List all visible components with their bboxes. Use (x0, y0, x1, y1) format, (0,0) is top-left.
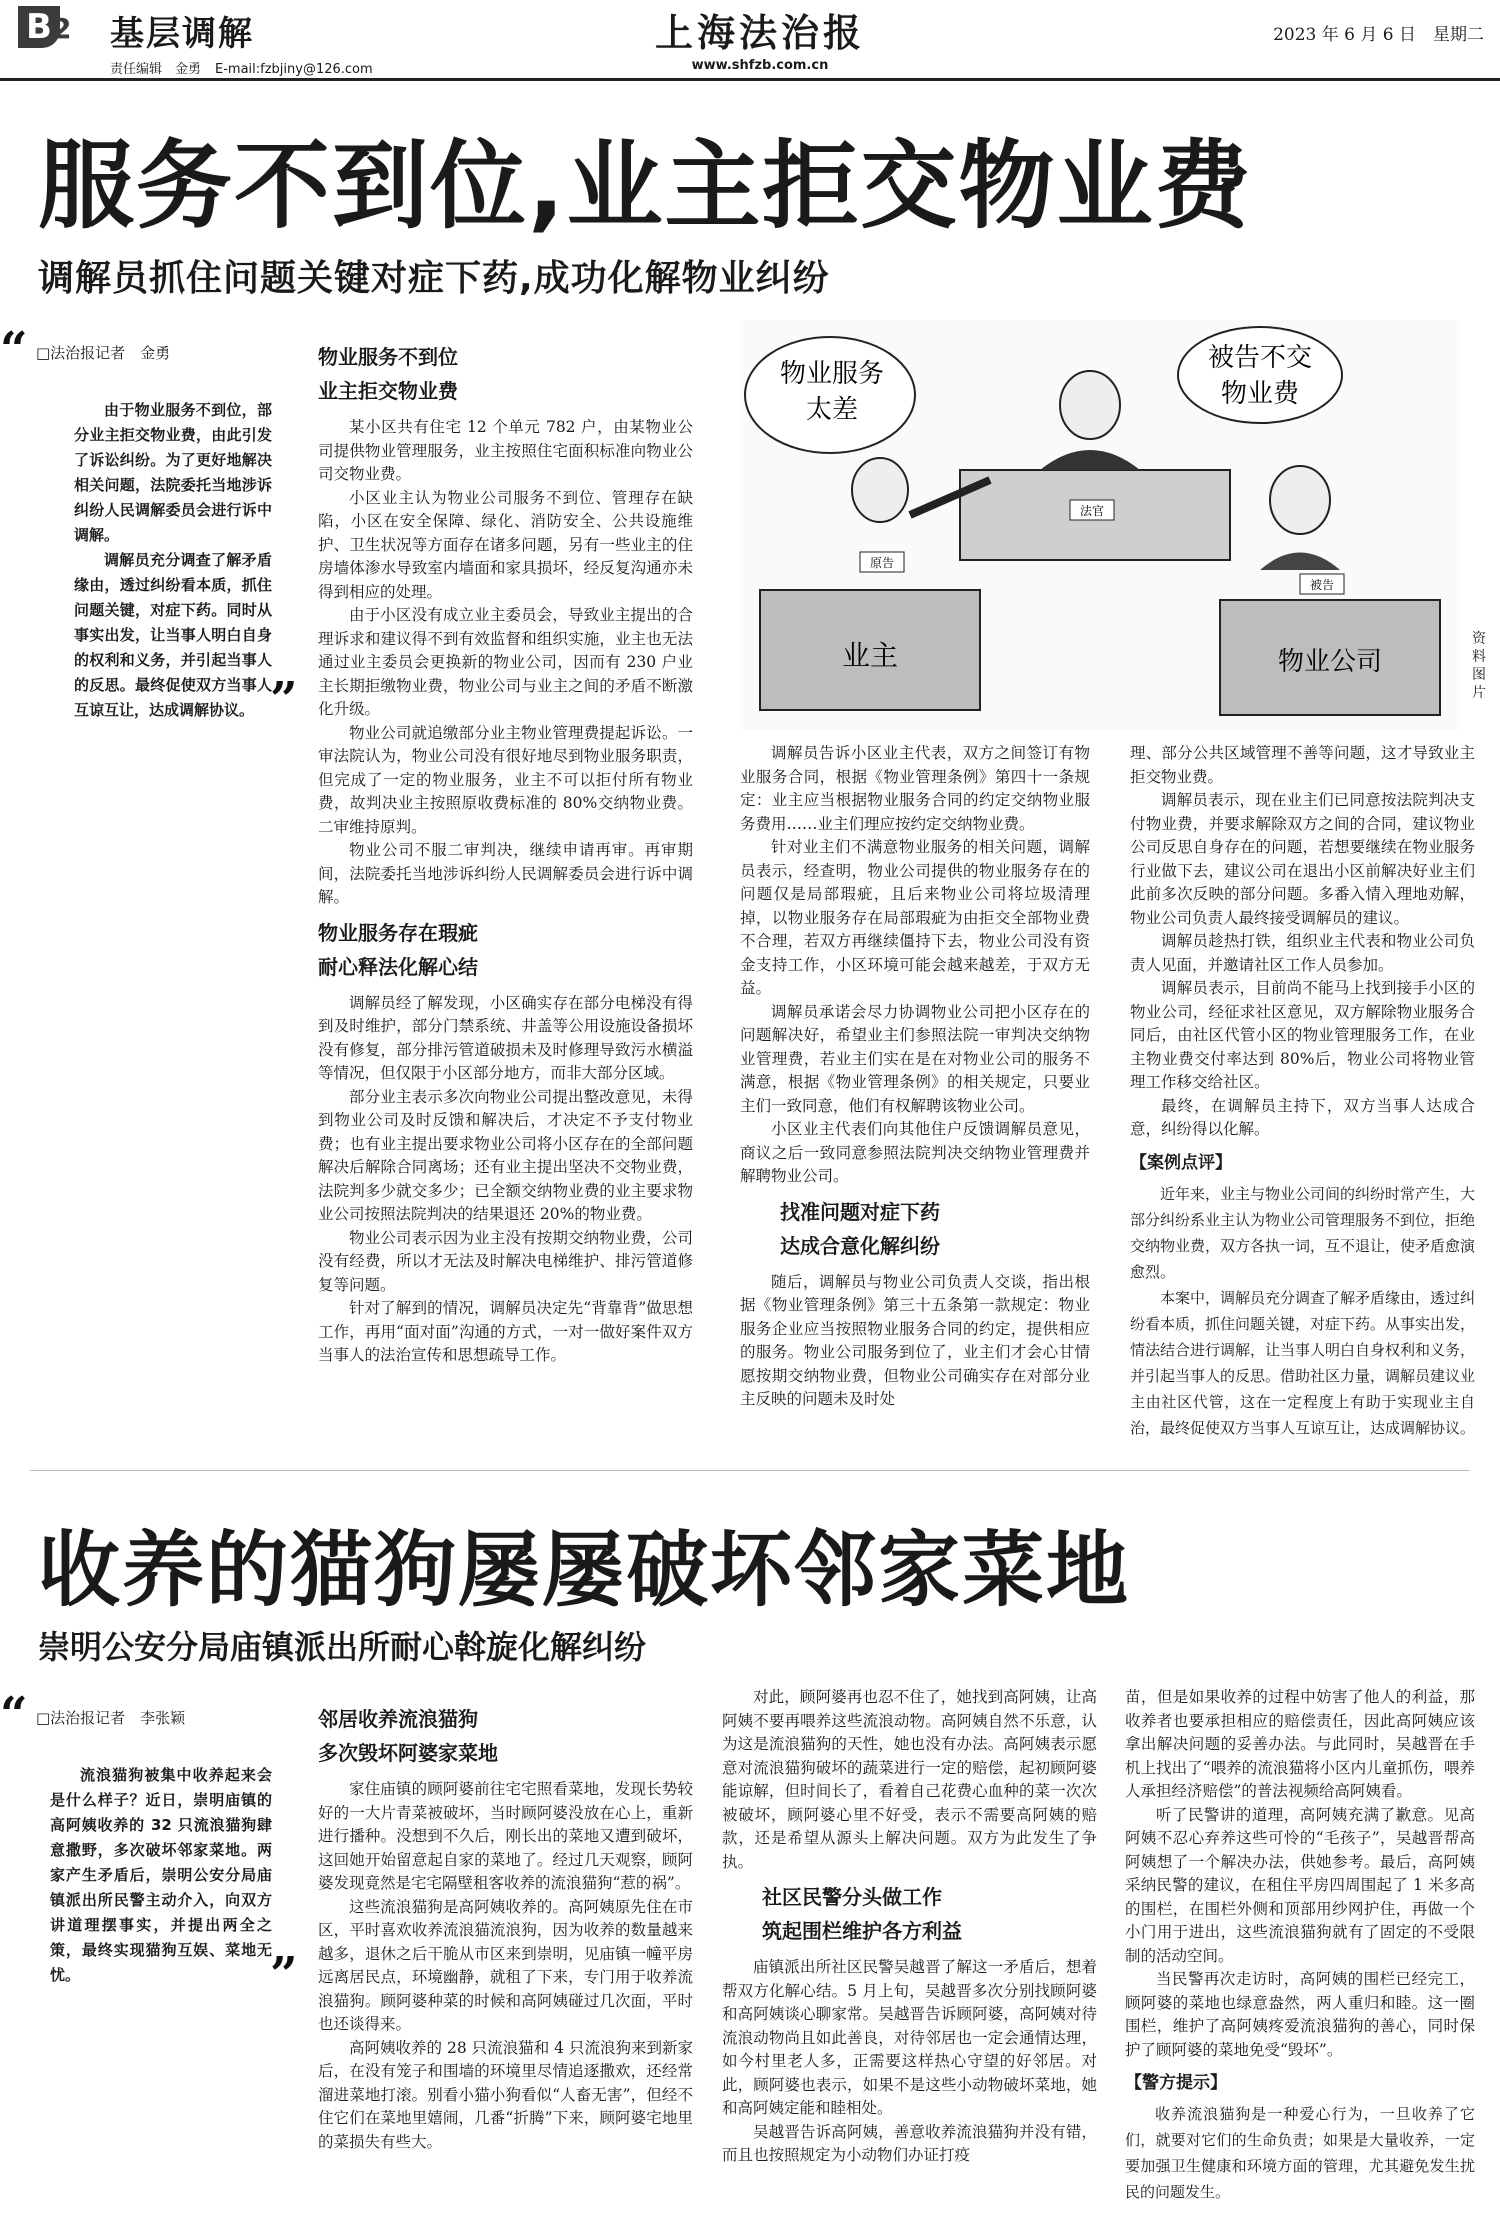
editor-line (110, 58, 373, 77)
article2-reporter: □法治报记者 李张颖 (36, 1709, 186, 1727)
paragraph: 这些流浪猫狗是高阿姨收养的。高阿姨原先住在市区，平时喜欢收养流浪猫流浪狗，因为收养的数量越来越多，退休之后干脆从市区来到崇明，见庙镇一幢平房远离居民点，环境幽静，就租了下来，专门用于收养流浪猫狗。顾阿婆种菜的时候和高阿姨碰过几次面，平时也还谈得来。 (318, 1897, 693, 2033)
article2-subheadline: 崇明公安分局庙镇派出所耐心斡旋化解纠纷 (38, 1628, 647, 1666)
paragraph: 部分业主表示多次向物业公司提出整改意见，未得到物业公司及时反馈和解决后，才决定不予支付物业费；也有业主提出要求物业公司将小区存在的全部问题解决后解除合同离场；还有业主提出坚决不交物业费，法院判多少就交多少；已全额交纳物业费的业主要求物业公司按照法院判决的结果退还 20%的物业费。 (318, 1087, 693, 1223)
paragraph: 物业公司表示因为业主没有按期交纳物业费，公司没有经费，所以才无法及时解决电梯维护、排污管道修复等问题。 (318, 1228, 693, 1294)
plate-plaintiff: 原告 (869, 556, 895, 570)
paragraph: 吴越晋告诉高阿姨，善意收养流浪猫狗并没有错，而且也按照规定为小动物们办证打疫 (722, 2122, 1097, 2164)
page-badge-letter: B (18, 6, 60, 48)
paragraph: 小区业主认为物业公司服务不到位、管理存在缺陷，小区在安全保障、绿化、消防安全、公共设施维护、卫生状况等方面存在诸多问题，另有一些业主的住房墙体渗水导致室内墙面和家具损坏，经反复沟通亦未得到相应的处理。 (318, 488, 693, 601)
section-title: 基层调解 (110, 14, 254, 54)
desk-label-company: 物业公司 (1277, 647, 1383, 677)
masthead-logo: 上海法治报 (654, 10, 865, 55)
article1-column-2 (740, 742, 1090, 1412)
tip-title: 【警方提示】 (1125, 2073, 1227, 2093)
article2-column-3 (1125, 1686, 1475, 2205)
paragraph: 物业公司就追缴部分业主物业管理费提起诉讼。一审法院认为，物业公司没有很好地尽到物业服务职责，但完成了一定的物业服务，业主不可以拒付所有物业费，故判决业主按照原收费标准的 80%交纳物业费。二审维持原判。 (318, 723, 693, 836)
article1-lead-p2: 调解员充分调查了解矛盾缘由，透过纠纷看本质，抓住问题关键，对症下药。同时从事实出发，让当事人明白自身的权利和义务，并引起当事人的反思。最终促使双方当事人互谅互让，达成调解协议。 (74, 551, 272, 719)
paragraph: 由于小区没有成立业主委员会，导致业主提出的合理诉求和建议得不到有效监督和组织实施，业主也无法通过业主委员会更换新的物业公司，因而有 230 户业主长期拒缴物业费，物业公司与业主之间的矛盾不断激化升级。 (318, 606, 693, 718)
paragraph: 苗，但是如果收养的过程中妨害了他人的利益，那收养者也要承担相应的赔偿责任，因此高阿姨应该拿出解决问题的妥善办法。与此同时，吴越晋在手机上找出了“喂养的流浪猫将小区内儿童抓伤，喂养人承担经济赔偿”的普法视频给高阿姨看。 (1125, 1688, 1475, 1800)
paragraph: 对此，顾阿婆再也忍不住了，她找到高阿姨，让高阿姨不要再喂养这些流浪动物。高阿姨自然不乐意，认为这是流浪猫狗的天性，她也没有办法。高阿姨表示愿意对流浪猫狗破坏的蔬菜进行一定的赔偿，起初顾阿婆能谅解，但时间长了，看着自己花费心血种的菜一次次被破坏，顾阿婆心里不好受，表示不需要高阿姨的赔款，还是希望从源头上解决问题。双方为此发生了争执。 (722, 1688, 1097, 1871)
paragraph: 庙镇派出所社区民警吴越晋了解这一矛盾后，想着帮双方化解心结。5 月上旬，吴越晋多次分别找顾阿婆和高阿姨谈心聊家常。吴越晋告诉顾阿婆，高阿姨对待流浪动物尚且如此善良，对待邻居也一定会通情达理，如今村里老人多，正需要这样热心守望的好邻居。对此，顾阿婆也表示，如果不是这些小动物破坏菜地，她和高阿姨定能和睦相处。 (722, 1958, 1097, 2117)
article2-column-2 (722, 1686, 1097, 2168)
paragraph: 本案中，调解员充分调查了解矛盾缘由，透过纠纷看本质，抓住问题关键，对症下药。从事实出发，情法结合进行调解，让当事人明白自身权利和义务，并引起当事人的反思。借助社区力量，调解员建议业主由社区代管，这在一定程度上有助于实现业主自治，最终促使双方当事人互谅互让，达成调解协议。 (1130, 1288, 1476, 1437)
open-quote-icon: “ (0, 322, 28, 378)
paragraph: 某小区共有住宅 12 个单元 782 户，由某物业公司提供物业管理服务，业主按照住宅面积标准向物业公司交物业费。 (318, 418, 693, 483)
article1-reporter: □法治报记者 金勇 (36, 344, 171, 362)
paragraph: 调解员表示，现在业主们已同意按法院判决支付物业费，并要求解除双方之间的合同，建议物业公司反思自身存在的问题，若想要继续在物业服务行业做下去，建议公司在退出小区前解决好业主们此前多次反映的部分问题。多番入情入理地劝解，物业公司负责人最终接受调解员的建议。 (1130, 791, 1475, 927)
article1-sec1-title: 物业服务不到位 业主拒交物业费 (318, 345, 458, 403)
article2-lead-box (0, 1687, 298, 2003)
close-quote-icon: ” (270, 672, 298, 728)
paragraph: 小区业主代表们向其他住户反馈调解员意见，商议之后一致同意参照法院判决交纳物业管理费并解聘物业公司。 (740, 1120, 1090, 1185)
paragraph: 家住庙镇的顾阿婆前往宅宅照看菜地，发现长势较好的一大片青菜被破坏，当时顾阿婆没放在心上，重新进行播种。没想到不久后，刚长出的菜地又遭到破坏，这回她开始留意起自家的菜地了。经过几天观察，顾阿婆发现竟然是宅宅隔壁租客收养的流浪猫狗“惹的祸”。 (318, 1780, 693, 1892)
paragraph: 调解员经了解发现，小区确实存在部分电梯没有得到及时维护，部分门禁系统、井盖等公用设施设备损坏没有修复，部分排污管道破损未及时修理导致污水横溢等情况，但仅限于小区部分地方，而非大部分区域。 (318, 993, 693, 1082)
paragraph: 理、部分公共区域管理不善等问题，这才导致业主拒交物业费。 (1130, 744, 1475, 786)
cartoon-illustration (740, 320, 1460, 730)
article1-cartoon (740, 320, 1460, 730)
bubble-right-text-1: 被告不交 (1207, 343, 1313, 373)
editor-name: 责任编辑 金勇 (110, 62, 202, 77)
article1-sec3-title: 找准问题对症下药 达成合意化解纠纷 (780, 1199, 940, 1258)
comment-title: 【案例点评】 (1130, 1152, 1232, 1173)
article1-headline: 服务不到位,业主拒交物业费 (38, 130, 1253, 242)
paragraph: 听了民警讲的道理，高阿姨充满了歉意。见高阿姨不忍心弃养这些可怜的“毛孩子”，吴越晋帮高阿姨想了一个解决办法，供她参考。最后，高阿姨采纳民警的建议，在租住平房四周围起了 1 米多高的围栏，在围栏外侧和顶部用纱网护住，再做一个小门用于进出，这些流浪猫狗就有了固定的不受限制的活动空间。 (1125, 1805, 1475, 1965)
masthead-url: www.shfzb.com.cn (691, 58, 829, 73)
editor-email: E-mail:fzbjiny@126.com (215, 62, 373, 77)
bubble-left-text-1: 物业服务 (779, 359, 885, 389)
paragraph: 物业公司不服二审判决，继续申请再审。再审期间，法院委托当地涉诉纠纷人民调解委员会进行诉中调解。 (318, 841, 693, 906)
paragraph: 当民警再次走访时，高阿姨的围栏已经完工，顾阿婆的菜地也绿意盎然，两人重归和睦。这一圈围栏，维护了高阿姨疼爱流浪猫狗的善心，同时保护了顾阿婆的菜地免受“毁坏”。 (1125, 1970, 1475, 2059)
paragraph: 针对业主们不满意物业服务的相关问题，调解员表示，经查明，物业公司提供的物业服务存在的问题仅是局部瑕疵，且后来物业公司将垃圾清理掉，以物业服务存在局部瑕疵为由拒交全部物业费不合理，若双方再继续僵持下去，物业公司没有资金支持工作，小区环境可能会越来越差，于双方无益。 (740, 838, 1090, 997)
article2-sec1-title: 邻居收养流浪猫狗 多次毁坏阿婆家菜地 (318, 1707, 498, 1765)
paragraph: 调解员承诺会尽力协调物业公司把小区存在的问题解决好，希望业主们参照法院一审判决交纳物业管理费，若业主们实在是在对物业公司的服务不满意，根据《物业管理条例》的相关规定，只要业主们一致同意，他们有权解聘该物业公司。 (740, 1002, 1090, 1115)
article2-lead-p1: 流浪猫狗被集中收养起来会是什么样子？近日，崇明庙镇的高阿姨收养的 32 只流浪猫狗肆意撒野，多次破坏邻家菜地。两家产生矛盾后，崇明公安分局庙镇派出所民警主动介入，向双方讲道理摆事实，并提出两全之策，最终实现猫狗互娱、菜地无忧。 (50, 1766, 272, 1984)
page-header (0, 0, 1500, 77)
paragraph: 高阿姨收养的 28 只流浪猫和 4 只流浪狗来到新家后，在没有笼子和围墙的环境里尽情追逐撒欢，还经常溜进菜地打滚。别看小猫小狗看似“人畜无害”，但经不住它们在菜地里嬉闹，几番“折腾”下来，顾阿婆宅地里的菜损失有些大。 (318, 2038, 693, 2151)
article1-subheadline: 调解员抓住问题关键对症下药,成功化解物业纠纷 (38, 258, 830, 299)
desk-label-owner: 业主 (841, 639, 899, 672)
header-rule (0, 78, 1500, 81)
paragraph: 收养流浪猫狗是一种爱心行为，一旦收养了它们，就要对它们的生命负责；如果是大量收养，一定要加强卫生健康和环境方面的管理，尤其避免发生扰民的问题发生。 (1125, 2105, 1475, 2201)
article1-column-1 (318, 334, 693, 1368)
bubble-left-text-2: 太差 (805, 395, 859, 425)
paragraph: 随后，调解员与物业公司负责人交谈，指出根据《物业管理条例》第三十五条第一款规定：物业服务企业应当按照物业服务合同的约定，提供相应的服务。物业公司服务到位了，业主们才会心甘情愿按期交纳物业费，但物业公司确实存在对部分业主反映的问题未及时处 (740, 1272, 1090, 1408)
issue-date: 2023 年 6 月 6 日 星期二 (1273, 25, 1484, 45)
article2-column-1 (318, 1696, 693, 2154)
paragraph: 调解员表示，目前尚不能马上找到接手小区的物业公司，经征求社区意见，双方解除物业服务合同后，由社区代管小区的物业管理服务工作，在业主物业费交付率达到 80%后，物业公司将物业管理工作移交给社区。 (1130, 979, 1475, 1091)
bubble-right-text-2: 物业费 (1220, 379, 1300, 409)
paragraph: 针对了解到的情况，调解员决定先“背靠背”做思想工作，再用“面对面”沟通的方式，一对一做好案件双方当事人的法治宣传和思想疏导工作。 (318, 1299, 693, 1364)
page-number: 2 (52, 12, 72, 45)
close-quote-icon: ” (270, 1947, 298, 2003)
article1-lead-box (0, 322, 298, 728)
paragraph: 最终，在调解员主持下，双方当事人达成合意，纠纷得以化解。 (1130, 1096, 1475, 1138)
plate-defendant: 被告 (1309, 578, 1335, 592)
article-separator (30, 1470, 1470, 1471)
cartoon-credit: 资料图片 (1472, 631, 1486, 701)
tip-box (1125, 2101, 1475, 2205)
paragraph: 调解员趁热打铁，组织业主代表和物业公司负责人见面，并邀请社区工作人员参加。 (1130, 932, 1475, 974)
page-badge (18, 6, 72, 60)
article1-column-3 (1130, 742, 1475, 1441)
plate-judge: 法官 (1079, 504, 1105, 518)
article2-sec2-title: 社区民警分头做工作 筑起围栏维护各方利益 (762, 1885, 962, 1943)
article2-headline: 收养的猫狗屡屡破坏邻家菜地 (38, 1523, 1131, 1618)
paragraph: 调解员告诉小区业主代表，双方之间签订有物业服务合同，根据《物业管理条例》第四十一条规定：业主应当根据物业服务合同的约定交纳物业服务费用……业主们理应按约定交纳物业费。 (740, 744, 1090, 833)
article1-lead-p1: 由于物业服务不到位，部分业主拒交物业费，由此引发了诉讼纠纷。为了更好地解决相关问题，法院委托当地涉诉纠纷人民调解委员会进行诉中调解。 (74, 401, 272, 544)
paragraph: 近年来，业主与物业公司间的纠纷时常产生，大部分纠纷系业主认为物业公司管理服务不到位，拒绝交纳物业费，双方各执一词，互不退让，使矛盾愈演愈烈。 (1130, 1184, 1476, 1281)
open-quote-icon: “ (0, 1687, 28, 1743)
comment-box (1130, 1181, 1475, 1441)
article1-sec2-title: 物业服务存在瑕疵 耐心释法化解心结 (318, 920, 478, 979)
